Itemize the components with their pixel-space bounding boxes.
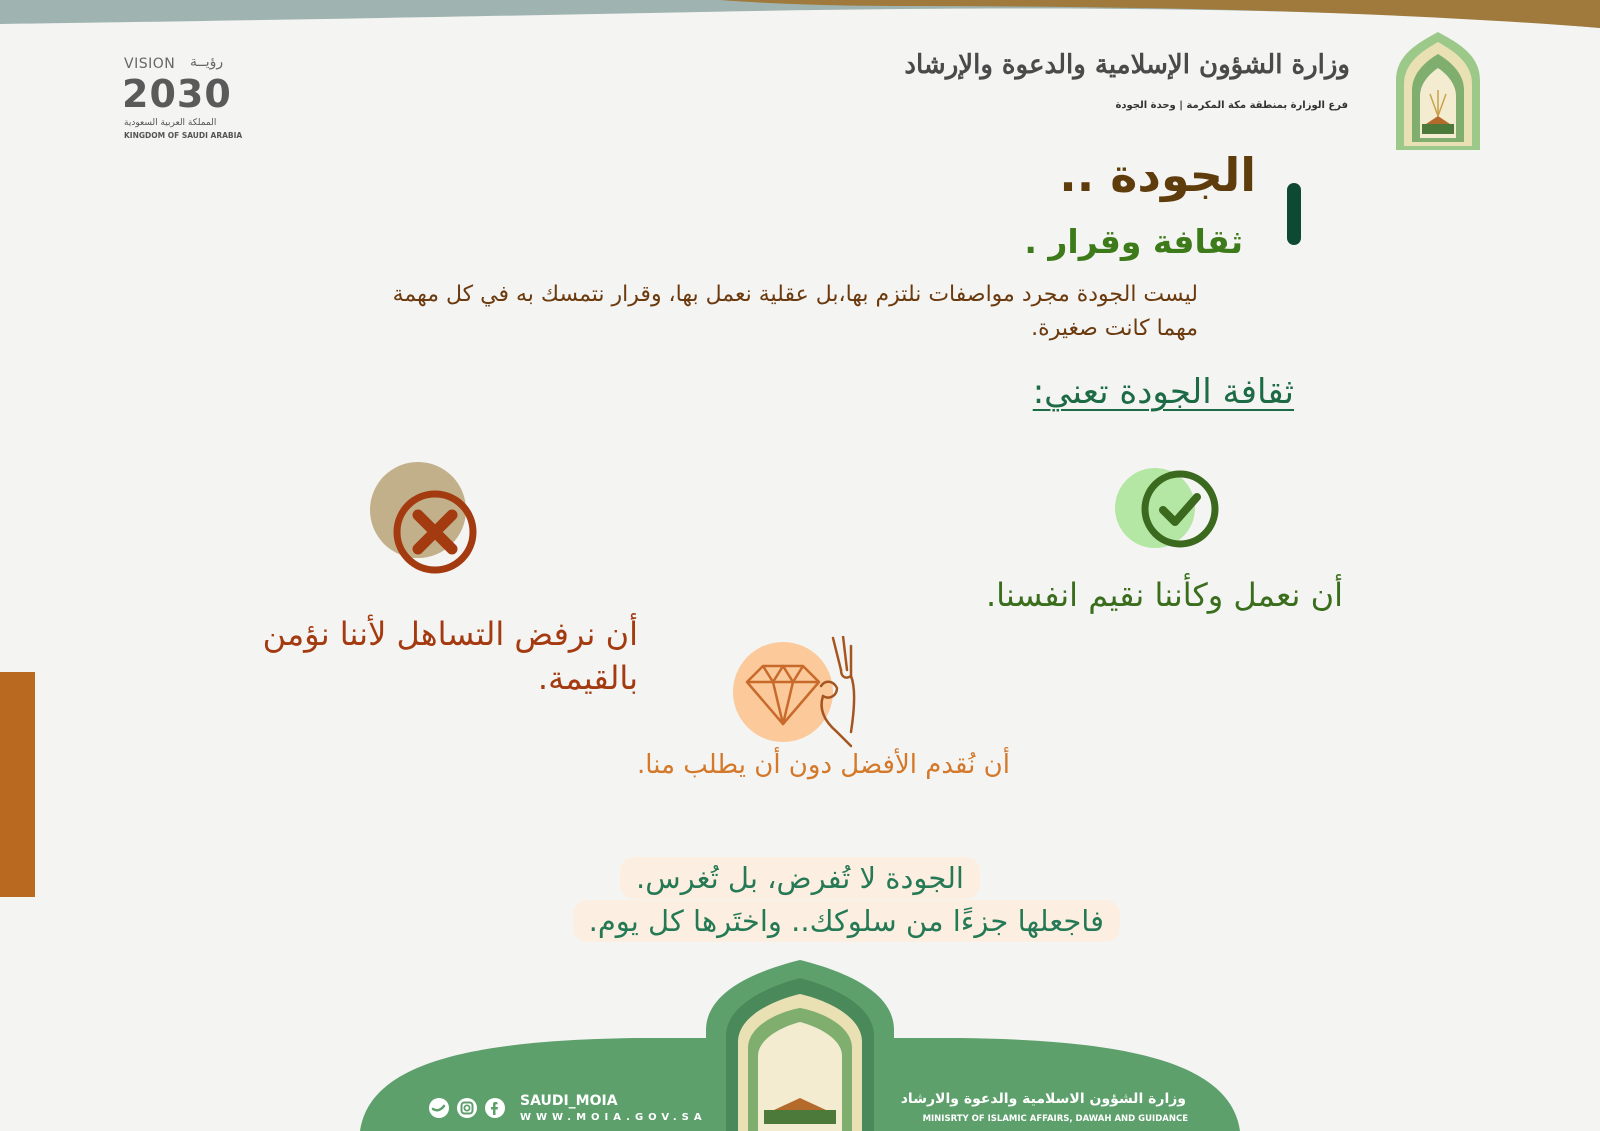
item-offer-best: أن نُقدم الأفضل دون أن يطلب منا. xyxy=(637,750,1010,780)
instagram-icon xyxy=(457,1098,477,1118)
closing-line-1: الجودة لا تُفرض، بل تُغرس. xyxy=(620,857,980,899)
footer-website: WWW.MOIA.GOV.SA xyxy=(520,1112,707,1123)
item-self-evaluation: أن نعمل وكأننا نقيم انفسنا. xyxy=(985,576,1343,614)
title-accent-bar xyxy=(1287,183,1301,245)
intro-line-1: ليست الجودة مجرد مواصفات نلتزم بها،بل عقلية نعمل بها، وقرار نتمسك به في كل مهمة xyxy=(392,282,1198,307)
left-side-accent xyxy=(0,672,35,897)
footer-handle: SAUDI_MOIA xyxy=(520,1093,618,1109)
twitter-icon xyxy=(429,1098,449,1118)
vision-year: 2030 xyxy=(122,72,232,116)
vision-label: VISION xyxy=(124,56,176,72)
check-circle-icon xyxy=(1115,464,1225,554)
branch-name: فرع الوزارة بمنطقة مكة المكرمة | وحدة الجودة xyxy=(1115,100,1348,111)
x-circle-icon xyxy=(370,462,482,574)
item-reject-line-2: بالقيمة. xyxy=(537,659,638,697)
vision-arabic-label: رؤيــة xyxy=(190,54,224,70)
item-reject-negligence xyxy=(158,612,638,700)
vision-2030-logo xyxy=(120,54,255,144)
top-decorative-bar xyxy=(0,0,1600,28)
vision-country-english: KINGDOM OF SAUDI ARABIA xyxy=(124,131,243,140)
diamond-hand-icon xyxy=(733,636,873,748)
quality-culture-heading: ثقافة الجودة تعني: xyxy=(1032,372,1294,412)
main-title: الجودة .. xyxy=(1059,148,1256,202)
intro-line-2: مهما كانت صغيرة. xyxy=(1031,316,1198,341)
intro-paragraph xyxy=(258,278,1198,346)
vision-country-arabic: المملكة العربية السعودية xyxy=(124,118,217,128)
item-reject-line-1: أن نرفض التساهل لأننا نؤمن xyxy=(262,615,638,653)
footer-ministry-english: MINISRTY OF ISLAMIC AFFAIRS, DAWAH AND GUIDANCE xyxy=(922,1114,1188,1124)
footer-ministry-arabic: وزارة الشؤون الاسلامية والدعوة والارشاد xyxy=(900,1091,1186,1107)
mosque-emblem-icon xyxy=(1390,32,1486,150)
subtitle: ثقافة وقرار . xyxy=(1024,222,1243,261)
ministry-name: وزارة الشؤون الإسلامية والدعوة والإرشاد xyxy=(904,50,1350,80)
social-icons xyxy=(428,1097,508,1119)
closing-line-2: فاجعلها جزءًا من سلوكك.. واختَرها كل يوم. xyxy=(573,900,1120,942)
